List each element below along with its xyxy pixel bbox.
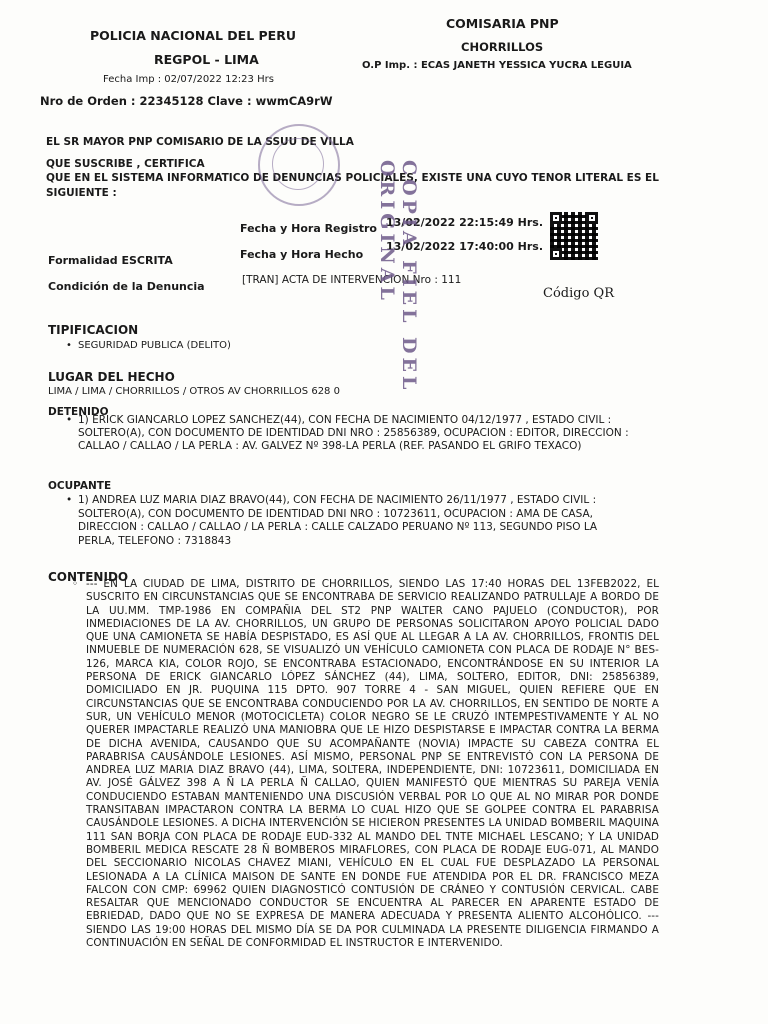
- lugar-title: LUGAR DEL HECHO: [48, 370, 175, 384]
- intro-line-3: QUE EN EL SISTEMA INFORMATICO DE DENUNCIAS POLICIALES, EXISTE UNA CUYO TENOR LITERAL ES EL: [46, 172, 659, 184]
- region-title: REGPOL - LIMA: [154, 52, 259, 67]
- intro-line-4: SIGUIENTE :: [46, 187, 117, 199]
- contenido-title: CONTENIDO: [48, 570, 129, 584]
- contenido-text: ◦ --- EN LA CIUDAD DE LIMA, DISTRITO DE CHORRILLOS, SIENDO LAS 17:40 HORAS DEL 13FEB2022, EL SUSCRITO EN CIRCUNSTANCIAS QUE SE ENCONTRABA DE SERVICIO REALIZANDO PATRULLAJE A BORDO DE LA UU.MM. TMP-1986 EN COMPAÑIA DEL ST2 PNP WALTER CANO PAJUELO (CONDUCTOR), POR INMEDIACIONES DE LA AV. CHORRILLOS, UN GRUPO DE PERSONAS SOLICITARON APOYO POLICIAL DADO QUE UNA CAMIONETA SE HABÍA DESPISTADO, ES ASÍ QUE AL LLEGAR A LA AV. CHORRILLOS, FRONTIS DEL INMUEBLE DE NUMERACIÓN 628, SE VISUALIZÓ UN VEHÍCULO CAMIONETA CON PLACA DE RODAJE N° BES-126, MARCA KIA, COLOR ROJO, SE ENCONTRABA ESTACIONADO, ENCONTRÁNDOSE EN SU INTERIOR LA PERSONA DE ERICK GIANCARLO LÓPEZ SÁNCHEZ (44), LIMA, SOLTERO, EDITOR, DNI: 25856389, DOMICILIADO EN JR. PUQUINA 115 DPTO. 907 TORRE 4 - SAN MIGUEL, QUIEN REFIERE QUE EN CIRCUNSTANCIAS QUE SE ENCONTRABA CONDUCIENDO POR LA AV. CHORRILLOS, EN SENTIDO DE NORTE A SUR, UN VEHÍCULO MENOR (MOTOCICLETA) COLOR NEGRO SE LE CRUZÓ INTEMPESTIVAMENTE Y AL NO QUERER IMPACTARLE REALIZÓ UNA MANIOBRA QUE LE HIZO DESPISTARSE E IMPACTAR CONTRA LA BERMA DE DICHA AVENIDA, CAUSANDO QUE SU ACOMPAÑANTE (NOVIA) IMPACTE SU CABEZA CONTRA EL PARABRISA CAUSÁNDOLE LESIONES. ASÍ MISMO, PERSONAL PNP SE ENTREVISTÓ CON LA PERSONA DE ANDREA LUZ MARIA DIAZ BRAVO (44), LIMA, SOLTERA, INDEPENDIENTE, DNI: 10723611, DOMICILIADA EN AV. JOSÉ GÁLVEZ 398 A Ñ LA PERLA Ñ CALLAO, QUIEN MANIFESTÓ QUE MIENTRAS SU PAREJA VENÍA CONDUCIENDO ESTABAN MANTENIENDO UNA DISCUSIÓN VERBAL POR LO QUE AL NO MIRAR POR DONDE TRANSITABAN IMPACTARON CONTRA LA BERMA LO CUAL HIZO QUE SE GOLPEE CONTRA EL PARABRISA CAUSÁNDOLE LESIONES. A DICHA INTERVENCIÓN SE HICIERON PRESENTES LA UNIDAD BOMBERIL MAQUINA 111 SAN BORJA CON PLACA DE RODAJE EUD-332 AL MANDO DEL TNTE MICHAEL LESCANO; Y LA UNIDAD BOMBERIL MEDICA RESCATE 28 Ñ BOMBEROS MIRAFLORES, CON PLACA DE RODAJE EUG-071, AL MANDO DEL SECCIONARIO NICOLAS CHAVEZ MIANI, VEHÍCULO EN EL CUAL FUE DESPLAZADO LA PERSONAL LESIONADA A LA CLÍNICA MAISON DE SANTE EN DONDE FUE ATENDIDA POR EL DR. FRANCISCO MEZA FALCON CON CMP: 69962 QUIEN DIAGNOSTICÓ CONTUSIÓN DE CRÁNEO Y CONTUSIÓN CERVICAL. CABE RESALTAR QUE MENCIONADO CONDUCTOR SE ENCUENTRA AL PARECER EN APARENTE ESTADO DE EBRIEDAD, DADO QUE NO SE EXPRESA DE MANERA ADECUADA Y PRESENTA ALIENTO ALCOHÓLICO. --- SIENDO LAS 19:00 HORAS DEL MISMO DÍA SE DA POR CULMINADA LA PRESENTE DILIGENCIA FIRMANDO A CONTINUACIÓN EN SEÑAL DE CONFORMIDAD EL INSTRUCTOR E INTERVENIDO.: [72, 578, 659, 950]
- detenido-title: DETENIDO: [48, 406, 109, 418]
- tipificacion-title: TIPIFICACION: [48, 323, 139, 337]
- intro-line-1: EL SR MAYOR PNP COMISARIO DE LA SSUU DE VILLA: [46, 136, 354, 148]
- formalidad: Formalidad ESCRITA: [48, 254, 173, 267]
- ocupante-list: [56, 494, 631, 548]
- qr-caption: Código QR: [543, 286, 614, 301]
- tipificacion-list: [56, 340, 356, 351]
- registro-value: 13/02/2022 22:15:49 Hrs.: [386, 216, 544, 229]
- contenido-list: [72, 578, 659, 950]
- institution-title: POLICIA NACIONAL DEL PERU: [90, 28, 296, 43]
- order-number: Nro de Orden : 22345128 Clave : wwmCA9rW: [40, 94, 333, 108]
- commissary-title: COMISARIA PNP: [446, 16, 559, 31]
- district-title: CHORRILLOS: [461, 40, 544, 54]
- list-item: • SEGURIDAD PUBLICA (DELITO): [56, 340, 356, 351]
- print-date: Fecha Imp : 02/07/2022 12:23 Hrs: [103, 74, 274, 85]
- registro-label: Fecha y Hora Registro: [240, 222, 377, 235]
- copy-stamp: COPIA FIEL DEL ORIGINAL: [376, 160, 420, 394]
- condicion-value: [TRAN] ACTA DE INTERVENCION Nro : 111: [242, 274, 462, 286]
- lugar-value: LIMA / LIMA / CHORRILLOS / OTROS AV CHORRILLOS 628 0: [48, 386, 340, 397]
- operator-print: O.P Imp. : ECAS JANETH YESSICA YUCRA LEGUIA: [362, 60, 632, 71]
- qr-code: [550, 212, 598, 260]
- detenido-list: [56, 414, 661, 453]
- official-seal: [258, 124, 340, 206]
- hecho-value: 13/02/2022 17:40:00 Hrs.: [386, 240, 544, 253]
- condicion-label: Condición de la Denuncia: [48, 280, 205, 293]
- intro-line-2: QUE SUSCRIBE , CERTIFICA: [46, 158, 205, 170]
- hecho-label: Fecha y Hora Hecho: [240, 248, 364, 261]
- list-item: • 1) ERICK GIANCARLO LOPEZ SANCHEZ(44), CON FECHA DE NACIMIENTO 04/12/1977 , ESTADO CIVIL : SOLTERO(A), CON DOCUMENTO DE IDENTIDAD DNI NRO : 25856389, OCUPACION : EDITOR, DIRECCION : CALLAO / CALLAO / LA PERLA : AV. GALVEZ Nº 398-LA PERLA (REF. PASANDO EL GRIFO TEXACO): [56, 414, 661, 453]
- list-item: • 1) ANDREA LUZ MARIA DIAZ BRAVO(44), CON FECHA DE NACIMIENTO 26/11/1977 , ESTADO CIVIL : SOLTERO(A), CON DOCUMENTO DE IDENTIDAD DNI NRO : 10723611, OCUPACION : AMA DE CASA, DIRECCION : CALLAO / CALLAO / LA PERLA : CALLE CALZADO PERUANO Nº 113, SEGUNDO PISO LA PERLA, TELEFONO : 7318843: [56, 494, 631, 548]
- ocupante-title: OCUPANTE: [48, 480, 112, 492]
